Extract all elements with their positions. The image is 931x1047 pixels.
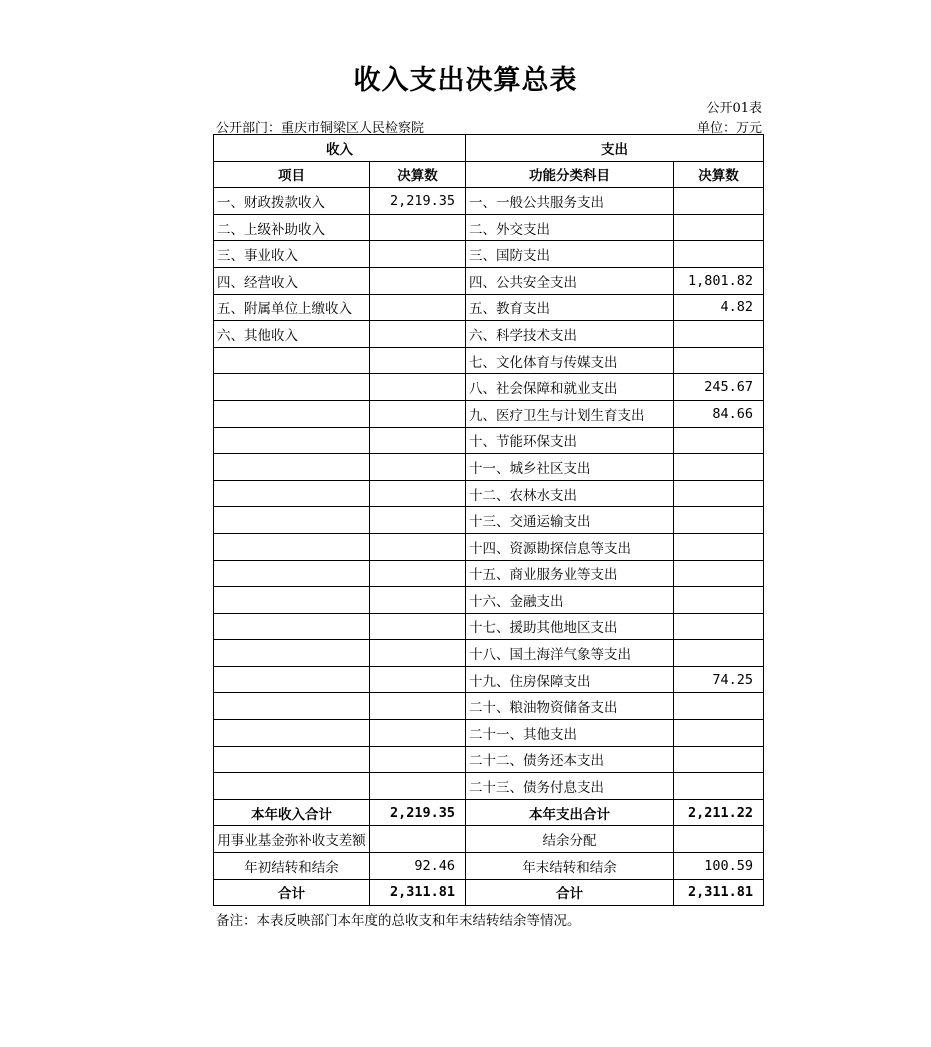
income-item-cell bbox=[214, 454, 370, 481]
expense-amount-cell bbox=[674, 480, 764, 507]
income-amount-cell bbox=[370, 347, 466, 374]
amount-header: 决算数 bbox=[370, 161, 466, 188]
income-item-cell bbox=[214, 693, 370, 720]
income-header: 收入 bbox=[214, 135, 466, 162]
expense-item-cell: 十八、国土海洋气象等支出 bbox=[466, 640, 674, 667]
table-row bbox=[214, 294, 764, 321]
income-item-cell bbox=[214, 507, 370, 534]
item-header: 项目 bbox=[214, 161, 370, 188]
income-amount-cell bbox=[370, 454, 466, 481]
expense-amount-cell bbox=[674, 427, 764, 454]
expense-amount-cell bbox=[674, 773, 764, 800]
expense-amount-cell bbox=[674, 241, 764, 268]
income-amount-cell bbox=[370, 294, 466, 321]
sum-label-ex: 合计 bbox=[466, 879, 674, 906]
expense-item-cell: 一、一般公共服务支出 bbox=[466, 188, 674, 215]
expense-amount-cell: 245.67 bbox=[674, 374, 764, 401]
income-item-cell bbox=[214, 640, 370, 667]
income-item-cell bbox=[214, 587, 370, 614]
expense-amount-cell bbox=[674, 214, 764, 241]
expense-amount-cell bbox=[674, 746, 764, 773]
header-row-columns bbox=[214, 161, 764, 188]
in-total-label: 本年收入合计 bbox=[214, 799, 370, 826]
expense-item-cell: 四、公共安全支出 bbox=[466, 267, 674, 294]
income-amount-cell bbox=[370, 400, 466, 427]
table-row bbox=[214, 666, 764, 693]
expense-item-cell: 二十二、债务还本支出 bbox=[466, 746, 674, 773]
surplus-label: 结余分配 bbox=[466, 826, 674, 853]
income-total-row bbox=[214, 799, 764, 826]
header-row-group bbox=[214, 135, 764, 162]
amount2-header: 决算数 bbox=[674, 161, 764, 188]
income-amount-cell bbox=[370, 773, 466, 800]
income-amount-cell bbox=[370, 374, 466, 401]
expense-amount-cell: 4.82 bbox=[674, 294, 764, 321]
unit-label: 单位：万元 bbox=[696, 121, 762, 136]
expense-item-cell: 三、国防支出 bbox=[466, 241, 674, 268]
income-item-cell: 二、上级补助收入 bbox=[214, 214, 370, 241]
table-row bbox=[214, 188, 764, 215]
income-item-cell: 一、财政拨款收入 bbox=[214, 188, 370, 215]
fund-row bbox=[214, 826, 764, 853]
expense-item-cell: 七、文化体育与传媒支出 bbox=[466, 347, 674, 374]
expense-item-cell: 十三、交通运输支出 bbox=[466, 507, 674, 534]
sum-label-in: 合计 bbox=[214, 879, 370, 906]
income-amount-cell bbox=[370, 640, 466, 667]
expense-amount-cell bbox=[674, 560, 764, 587]
income-item-cell: 六、其他收入 bbox=[214, 321, 370, 348]
income-amount-cell bbox=[370, 720, 466, 747]
income-item-cell bbox=[214, 666, 370, 693]
income-amount-cell bbox=[370, 560, 466, 587]
income-item-cell bbox=[214, 560, 370, 587]
income-amount-cell bbox=[370, 507, 466, 534]
expense-amount-cell: 1,801.82 bbox=[674, 267, 764, 294]
expense-item-cell: 五、教育支出 bbox=[466, 294, 674, 321]
income-amount-cell: 2,219.35 bbox=[370, 188, 466, 215]
income-amount-cell bbox=[370, 666, 466, 693]
expense-amount-cell bbox=[674, 347, 764, 374]
table-row bbox=[214, 720, 764, 747]
expense-amount-cell bbox=[674, 454, 764, 481]
expense-amount-cell bbox=[674, 587, 764, 614]
table-row bbox=[214, 267, 764, 294]
expense-item-cell: 十六、金融支出 bbox=[466, 587, 674, 614]
form-number: 公开01表 bbox=[706, 101, 762, 116]
income-item-cell bbox=[214, 480, 370, 507]
table-row bbox=[214, 427, 764, 454]
expense-item-cell: 十、节能环保支出 bbox=[466, 427, 674, 454]
income-amount-cell bbox=[370, 321, 466, 348]
table-row bbox=[214, 613, 764, 640]
fund-value bbox=[370, 826, 466, 853]
income-amount-cell bbox=[370, 746, 466, 773]
table-row bbox=[214, 480, 764, 507]
expense-item-cell: 八、社会保障和就业支出 bbox=[466, 374, 674, 401]
footnote: 备注：本表反映部门本年度的总收支和年末结转结余等情况。 bbox=[216, 913, 581, 929]
expense-item-cell: 二十一、其他支出 bbox=[466, 720, 674, 747]
table-row bbox=[214, 693, 764, 720]
expense-item-cell: 十七、援助其他地区支出 bbox=[466, 613, 674, 640]
income-item-cell: 三、事业收入 bbox=[214, 241, 370, 268]
table-row bbox=[214, 746, 764, 773]
fund-label: 用事业基金弥补收支差额 bbox=[214, 826, 370, 853]
expense-item-cell: 十五、商业服务业等支出 bbox=[466, 560, 674, 587]
expense-item-cell: 二、外交支出 bbox=[466, 214, 674, 241]
income-amount-cell bbox=[370, 480, 466, 507]
table-row bbox=[214, 374, 764, 401]
table-row bbox=[214, 587, 764, 614]
table-row bbox=[214, 533, 764, 560]
expense-amount-cell bbox=[674, 507, 764, 534]
expense-item-cell: 十一、城乡社区支出 bbox=[466, 454, 674, 481]
expense-amount-cell bbox=[674, 613, 764, 640]
table-row bbox=[214, 560, 764, 587]
expense-amount-cell bbox=[674, 693, 764, 720]
table-row bbox=[214, 241, 764, 268]
income-item-cell bbox=[214, 720, 370, 747]
income-amount-cell bbox=[370, 241, 466, 268]
income-amount-cell bbox=[370, 267, 466, 294]
carryover-row bbox=[214, 853, 764, 880]
expense-header: 支出 bbox=[466, 135, 764, 162]
grand-total-row bbox=[214, 879, 764, 906]
table-row bbox=[214, 773, 764, 800]
expense-item-cell: 二十、粮油物资储备支出 bbox=[466, 693, 674, 720]
income-item-cell bbox=[214, 427, 370, 454]
budget-table bbox=[213, 134, 764, 906]
table-row bbox=[214, 347, 764, 374]
income-item-cell: 五、附属单位上缴收入 bbox=[214, 294, 370, 321]
sum-ex-value: 2,311.81 bbox=[674, 879, 764, 906]
begin-label: 年初结转和结余 bbox=[214, 853, 370, 880]
table-row bbox=[214, 321, 764, 348]
income-amount-cell bbox=[370, 427, 466, 454]
table-row bbox=[214, 454, 764, 481]
income-item-cell bbox=[214, 746, 370, 773]
expense-amount-cell: 84.66 bbox=[674, 400, 764, 427]
expense-item-cell: 十四、资源勘探信息等支出 bbox=[466, 533, 674, 560]
expense-amount-cell: 74.25 bbox=[674, 666, 764, 693]
expense-item-cell: 六、科学技术支出 bbox=[466, 321, 674, 348]
surplus-value bbox=[674, 826, 764, 853]
department-label: 公开部门：重庆市铜梁区人民检察院 bbox=[216, 121, 425, 136]
expense-item-cell: 十九、住房保障支出 bbox=[466, 666, 674, 693]
end-label: 年末结转和结余 bbox=[466, 853, 674, 880]
expense-amount-cell bbox=[674, 533, 764, 560]
expense-item-cell: 十二、农林水支出 bbox=[466, 480, 674, 507]
table-row bbox=[214, 400, 764, 427]
expense-amount-cell bbox=[674, 188, 764, 215]
income-item-cell bbox=[214, 400, 370, 427]
table-row bbox=[214, 214, 764, 241]
income-amount-cell bbox=[370, 613, 466, 640]
in-total-value: 2,219.35 bbox=[370, 799, 466, 826]
page-title: 收入支出决算总表 bbox=[353, 65, 578, 96]
sum-in-value: 2,311.81 bbox=[370, 879, 466, 906]
table-row bbox=[214, 507, 764, 534]
expense-amount-cell bbox=[674, 321, 764, 348]
income-item-cell bbox=[214, 773, 370, 800]
income-item-cell bbox=[214, 533, 370, 560]
expense-amount-cell bbox=[674, 640, 764, 667]
income-item-cell bbox=[214, 347, 370, 374]
income-item-cell bbox=[214, 613, 370, 640]
end-value: 100.59 bbox=[674, 853, 764, 880]
income-amount-cell bbox=[370, 533, 466, 560]
income-amount-cell bbox=[370, 214, 466, 241]
income-item-cell: 四、经营收入 bbox=[214, 267, 370, 294]
expense-item-cell: 九、医疗卫生与计划生育支出 bbox=[466, 400, 674, 427]
expense-amount-cell bbox=[674, 720, 764, 747]
begin-value: 92.46 bbox=[370, 853, 466, 880]
expense-item-cell: 二十三、债务付息支出 bbox=[466, 773, 674, 800]
income-amount-cell bbox=[370, 587, 466, 614]
income-item-cell bbox=[214, 374, 370, 401]
ex-total-value: 2,211.22 bbox=[674, 799, 764, 826]
ex-total-label: 本年支出合计 bbox=[466, 799, 674, 826]
table-row bbox=[214, 640, 764, 667]
func-subject-header: 功能分类科目 bbox=[466, 161, 674, 188]
income-amount-cell bbox=[370, 693, 466, 720]
